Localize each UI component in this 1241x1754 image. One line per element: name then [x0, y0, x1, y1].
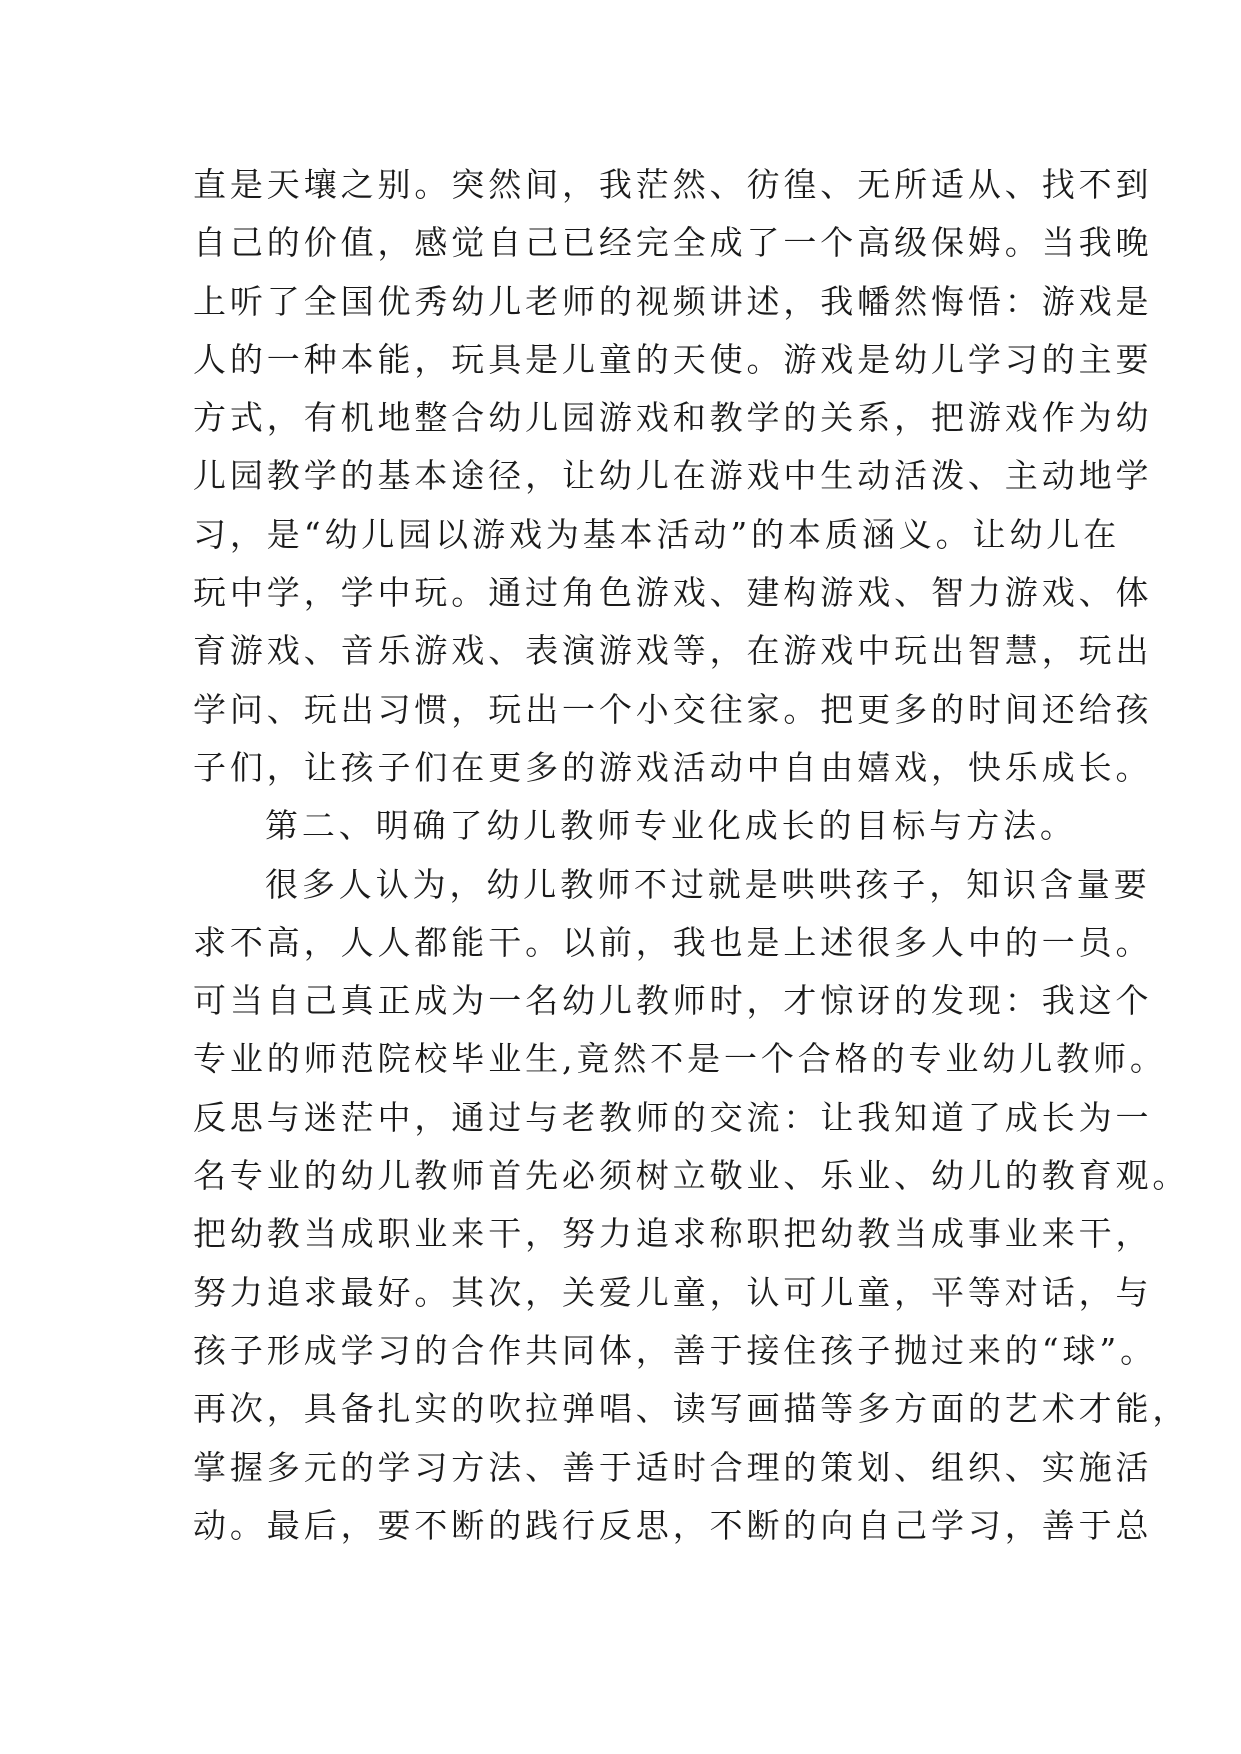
text-line: 掌握多元的学习方法、善于适时合理的策划、组织、实施活 [193, 1447, 1153, 1487]
body-text [193, 156, 1190, 1555]
text-line: 专业的师范院校毕业生,竟然不是一个合格的专业幼儿教师。 [193, 1039, 1167, 1079]
text-line: 努力追求最好。其次，关爱儿童，认可儿童，平等对话，与 [193, 1272, 1153, 1312]
text-line: 名专业的幼儿教师首先必须树立敬业、乐业、幼儿的教育观。 [193, 1156, 1190, 1196]
text-line: 人的一种本能，玩具是儿童的天使。游戏是幼儿学习的主要 [193, 339, 1153, 379]
text-line: 很多人认为，幼儿教师不过就是哄哄孩子，知识含量要 [265, 864, 1151, 904]
text-line: 育游戏、音乐游戏、表演游戏等，在游戏中玩出智慧，玩出 [193, 631, 1153, 671]
text-line: 学问、玩出习惯，玩出一个小交往家。把更多的时间还给孩 [193, 689, 1153, 729]
text-line: 求不高，人人都能干。以前，我也是上述很多人中的一员。 [193, 922, 1153, 962]
text-line: 第二、明确了幼儿教师专业化成长的目标与方法。 [265, 806, 1077, 846]
text-line: 动。最后，要不断的践行反思，不断的向自己学习，善于总 [193, 1505, 1153, 1545]
text-line: 孩子形成学习的合作共同体，善于接住孩子抛过来的“球”。 [193, 1330, 1158, 1370]
text-line: 儿园教学的基本途径，让幼儿在游戏中生动活泼、主动地学 [193, 456, 1153, 496]
text-line: 把幼教当成职业来干，努力追求称职把幼教当成事业来干， [193, 1214, 1153, 1254]
text-line: 子们，让孩子们在更多的游戏活动中自由嬉戏，快乐成长。 [193, 747, 1153, 787]
text-line: 方式，有机地整合幼儿园游戏和教学的关系，把游戏作为幼 [193, 398, 1153, 438]
text-line: 习，是“幼儿园以游戏为基本活动”的本质涵义。让幼儿在 [193, 514, 1121, 554]
text-line: 再次，具备扎实的吹拉弹唱、读写画描等多方面的艺术才能， [193, 1389, 1190, 1429]
text-line: 上听了全国优秀幼儿老师的视频讲述，我幡然悔悟：游戏是 [193, 281, 1153, 321]
text-line: 直是天壤之别。突然间，我茫然、彷徨、无所适从、找不到 [193, 165, 1153, 204]
text-line: 可当自己真正成为一名幼儿教师时，才惊讶的发现：我这个 [193, 981, 1153, 1021]
text-line: 反思与迷茫中，通过与老教师的交流：让我知道了成长为一 [193, 1097, 1153, 1137]
text-line: 玩中学，学中玩。通过角色游戏、建构游戏、智力游戏、体 [193, 573, 1153, 613]
text-line: 自己的价值，感觉自己已经完全成了一个高级保姆。当我晚 [193, 223, 1153, 263]
